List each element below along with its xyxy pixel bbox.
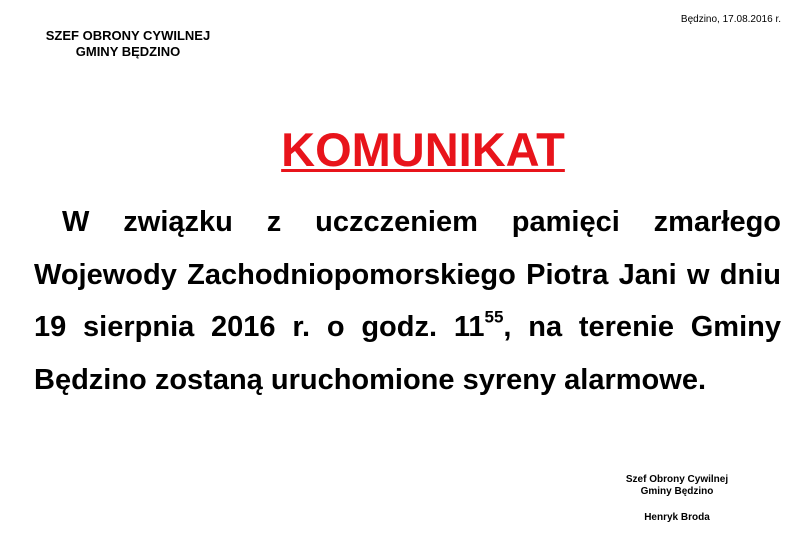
- signatory-name: Henryk Broda: [644, 512, 710, 523]
- announcement-title: KOMUNIKAT: [281, 123, 565, 176]
- issuer-line-2: GMINY BĘDZINO: [75, 44, 181, 59]
- announcement-body: [34, 196, 781, 406]
- body-text-part-1: W związku z uczczeniem pamięci zmarłego Wojewody Zachodniopomorskiego Piotra Jani w dniu 19 sierpnia 2016 r. o godz. 11: [34, 206, 781, 343]
- place-date: Będzino, 17.08.2016 r.: [680, 14, 781, 25]
- signature-line-2: Gminy Będzino: [640, 486, 714, 497]
- body-text-part-2: , na terenie Gminy Będzino zostaną uruchomione syreny alarmowe.: [34, 311, 781, 396]
- time-superscript: 55: [484, 307, 504, 327]
- issuer-line-1: SZEF OBRONY CYWILNEJ: [45, 28, 211, 43]
- signature-block: [606, 474, 748, 524]
- signature-line-1: Szef Obrony Cywilnej: [625, 474, 729, 485]
- issuer-header: [34, 28, 222, 60]
- announcement-title-container: [0, 122, 798, 178]
